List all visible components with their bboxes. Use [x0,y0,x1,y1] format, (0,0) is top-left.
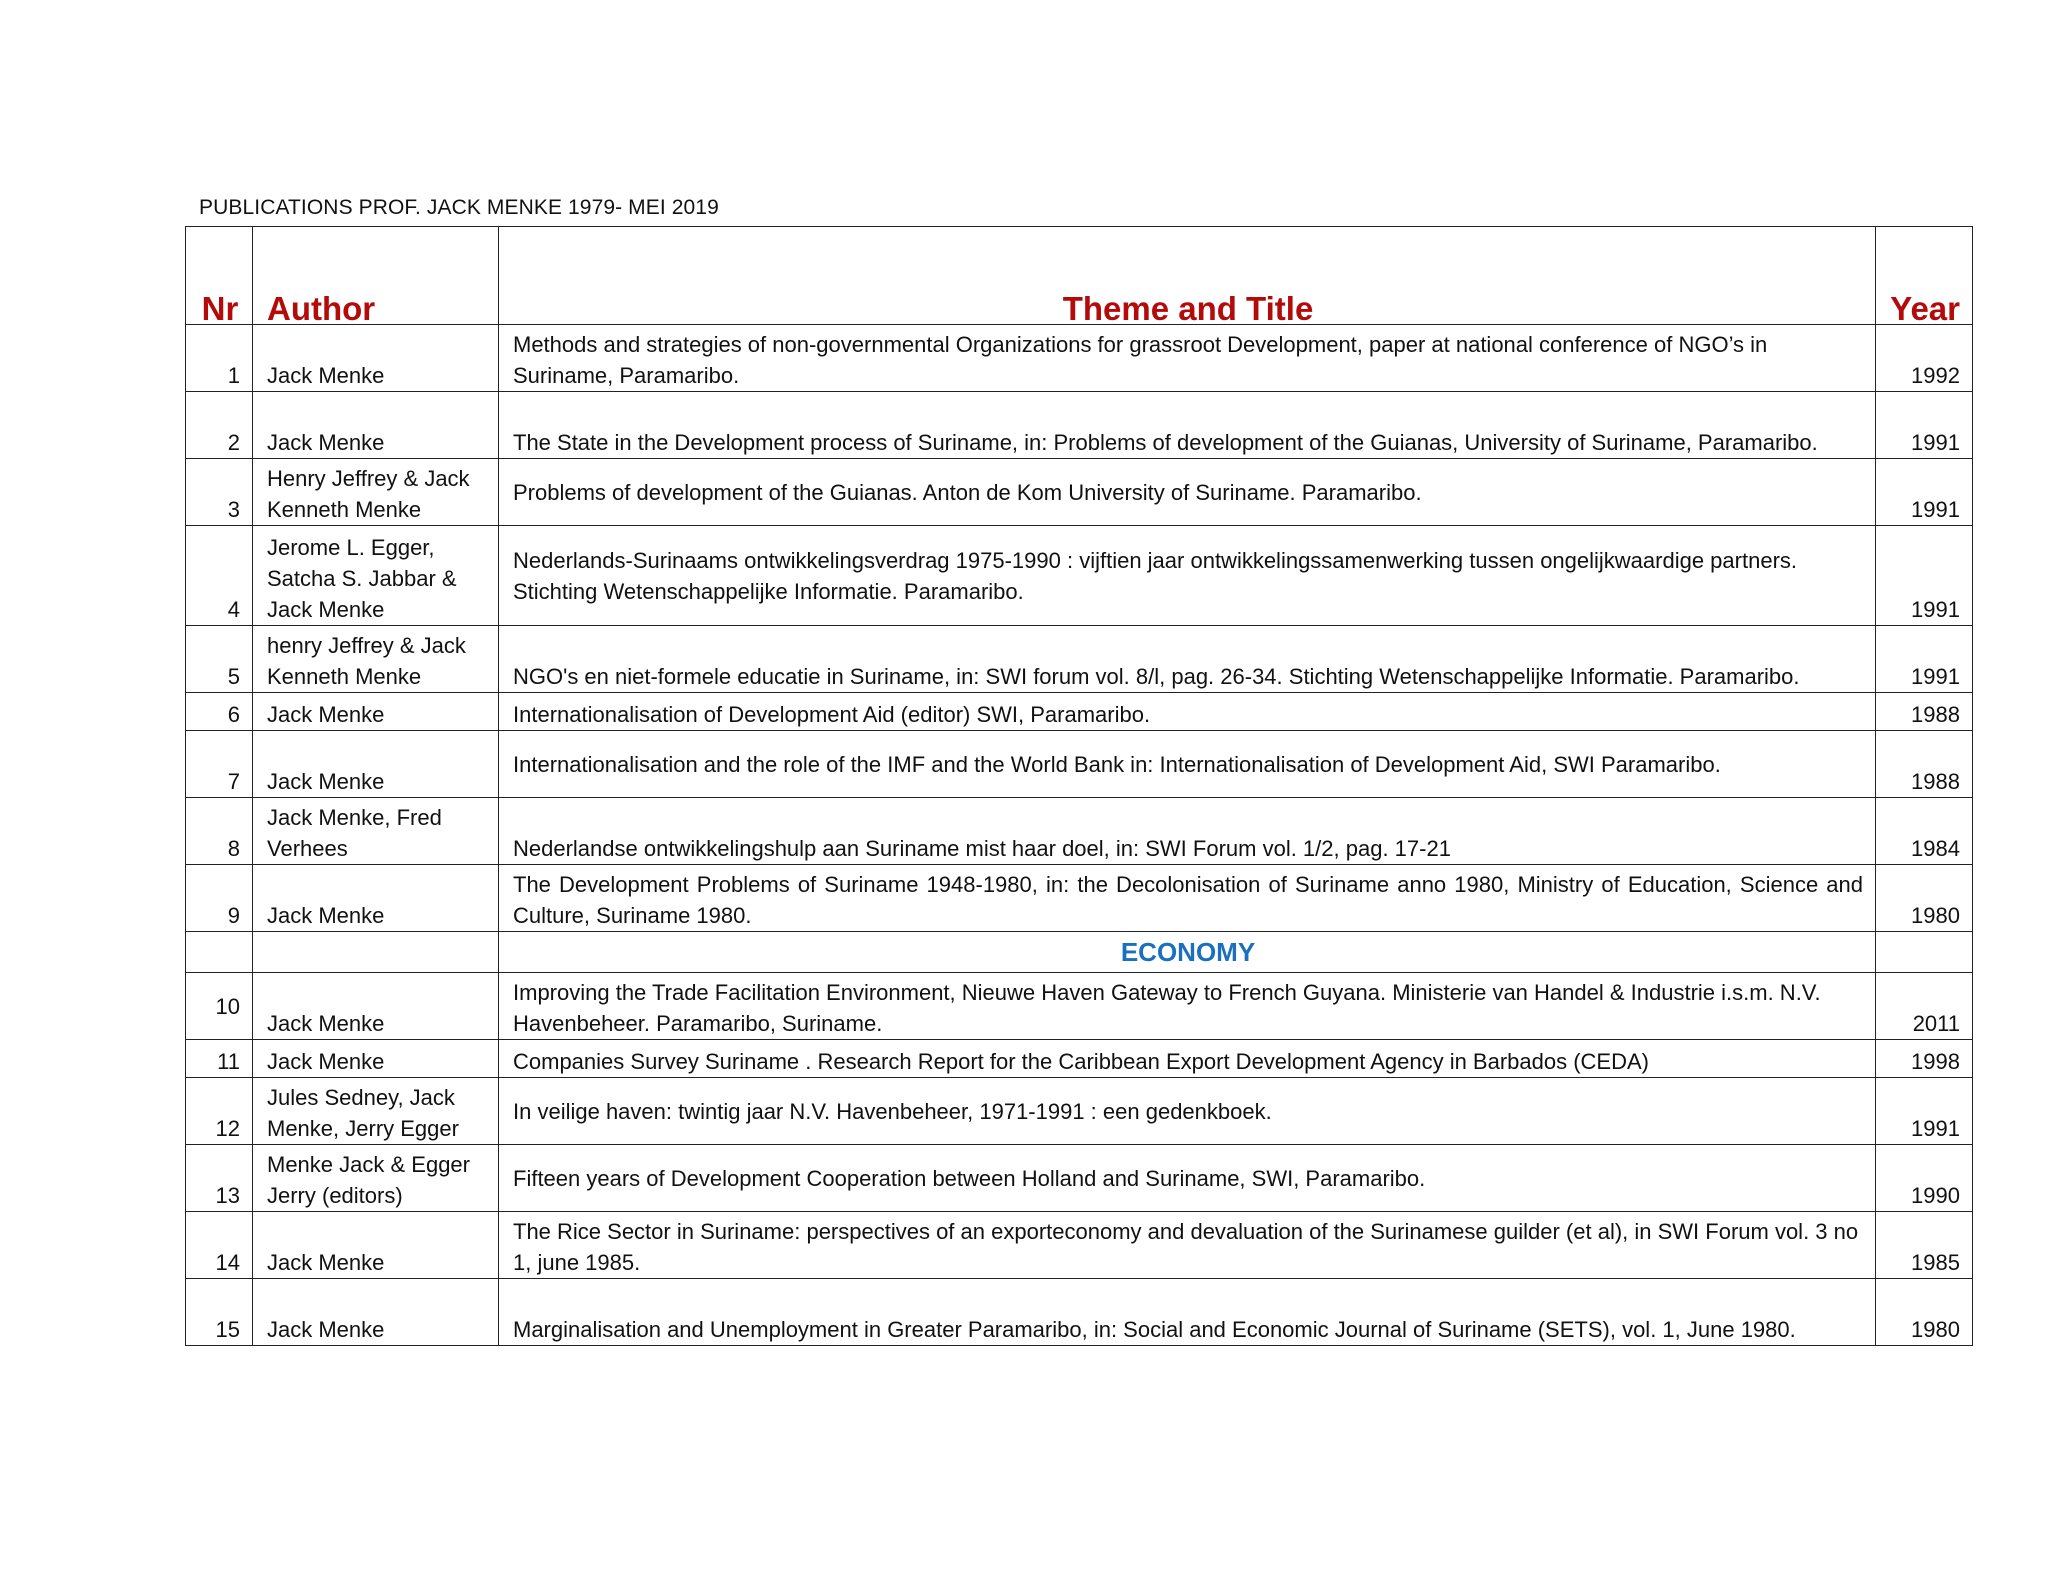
row-number: 13 [186,1145,253,1212]
row-year: 1990 [1876,1145,1973,1212]
publications-table [185,226,1973,1346]
row-author: henry Jeffrey & Jack Kenneth Menke [253,626,499,693]
row-year: 1988 [1876,731,1973,798]
row-title: Internationalisation and the role of the IMF and the World Bank in: Internationalisation of Development Aid, SWI Paramaribo. [499,731,1876,798]
row-number: 4 [186,526,253,626]
table-row [186,1279,1973,1346]
row-year: 1992 [1876,325,1973,392]
row-number: 11 [186,1040,253,1078]
row-title: The Development Problems of Suriname 1948-1980, in: the Decolonisation of Suriname anno 1980, Ministry of Education, Science and Culture, Suriname 1980. [499,865,1876,932]
row-title: Methods and strategies of non-governmental Organizations for grassroot Development, paper at national conference of NGO’s in Suriname, Paramaribo. [499,325,1876,392]
section-empty-cell [253,932,499,973]
table-row [186,865,1973,932]
document-title: PUBLICATIONS PROF. JACK MENKE 1979- MEI 2019 [199,196,719,219]
row-title: Problems of development of the Guianas. Anton de Kom University of Suriname. Paramaribo. [499,459,1876,526]
header-author: Author [253,227,499,325]
row-year: 1991 [1876,459,1973,526]
row-year: 1984 [1876,798,1973,865]
row-title: Fifteen years of Development Cooperation between Holland and Suriname, SWI, Paramaribo. [499,1145,1876,1212]
row-number: 3 [186,459,253,526]
row-year: 2011 [1876,973,1973,1040]
row-author: Henry Jeffrey & Jack Kenneth Menke [253,459,499,526]
row-title: The State in the Development process of Suriname, in: Problems of development of the Guianas, University of Suriname, Paramaribo. [499,392,1876,459]
row-author: Jack Menke [253,325,499,392]
row-year: 1991 [1876,1078,1973,1145]
row-title: NGO's en niet-formele educatie in Suriname, in: SWI forum vol. 8/l, pag. 26-34. Stichting Wetenschappelijke Informatie. Paramaribo. [499,626,1876,693]
row-title: In veilige haven: twintig jaar N.V. Havenbeheer, 1971-1991 : een gedenkboek. [499,1078,1876,1145]
row-author: Jack Menke [253,1212,499,1279]
row-number: 2 [186,392,253,459]
row-title: Nederlands-Surinaams ontwikkelingsverdrag 1975-1990 : vijftien jaar ontwikkelingssamenwerking tussen ongelijkwaardige partners. Stichting Wetenschappelijke Informatie. Paramaribo. [499,526,1876,626]
table-row [186,798,1973,865]
table-header-row [186,227,1973,325]
header-nr: Nr [186,227,253,325]
section-empty-cell [186,932,253,973]
row-author: Jules Sedney, Jack Menke, Jerry Egger [253,1078,499,1145]
row-author: Jack Menke, Fred Verhees [253,798,499,865]
row-title: Internationalisation of Development Aid (editor) SWI, Paramaribo. [499,693,1876,731]
row-year: 1991 [1876,526,1973,626]
row-author: Jack Menke [253,731,499,798]
row-year: 1985 [1876,1212,1973,1279]
row-author: Menke Jack & Egger Jerry (editors) [253,1145,499,1212]
table-row [186,325,1973,392]
row-author: Jack Menke [253,973,499,1040]
row-year: 1988 [1876,693,1973,731]
table-row [186,731,1973,798]
row-number: 15 [186,1279,253,1346]
row-number: 7 [186,731,253,798]
section-title-economy: ECONOMY [499,932,1876,973]
row-number: 1 [186,325,253,392]
table-row [186,1078,1973,1145]
table-row [186,626,1973,693]
table-row [186,459,1973,526]
row-author: Jack Menke [253,392,499,459]
row-year: 1991 [1876,626,1973,693]
row-title: The Rice Sector in Suriname: perspectives of an exporteconomy and devaluation of the Surinamese guilder (et al), in SWI Forum vol. 3 no 1, june 1985. [499,1212,1876,1279]
row-number: 9 [186,865,253,932]
row-title: Marginalisation and Unemployment in Greater Paramaribo, in: Social and Economic Journal of Suriname (SETS), vol. 1, June 1980. [499,1279,1876,1346]
section-empty-cell [1876,932,1973,973]
row-number: 14 [186,1212,253,1279]
row-number: 8 [186,798,253,865]
row-number: 6 [186,693,253,731]
row-number: 5 [186,626,253,693]
row-author: Jerome L. Egger, Satcha S. Jabbar & Jack Menke [253,526,499,626]
row-number: 10 [186,973,253,1040]
table-row [186,526,1973,626]
row-title: Nederlandse ontwikkelingshulp aan Suriname mist haar doel, in: SWI Forum vol. 1/2, pag. 17-21 [499,798,1876,865]
table-row [186,1145,1973,1212]
row-year: 1980 [1876,865,1973,932]
row-number: 12 [186,1078,253,1145]
table-row [186,1212,1973,1279]
row-title: Improving the Trade Facilitation Environment, Nieuwe Haven Gateway to French Guyana. Ministerie van Handel & Industrie i.s.m. N.V. Havenbeheer. Paramaribo, Suriname. [499,973,1876,1040]
row-author: Jack Menke [253,865,499,932]
row-author: Jack Menke [253,693,499,731]
row-author: Jack Menke [253,1040,499,1078]
table-row [186,693,1973,731]
table-row [186,973,1973,1040]
row-author: Jack Menke [253,1279,499,1346]
row-year: 1998 [1876,1040,1973,1078]
header-year: Year [1876,227,1973,325]
header-theme-title: Theme and Title [499,227,1876,325]
section-row [186,932,1973,973]
table-row [186,1040,1973,1078]
row-year: 1980 [1876,1279,1973,1346]
row-title: Companies Survey Suriname . Research Report for the Caribbean Export Development Agency in Barbados (CEDA) [499,1040,1876,1078]
row-year: 1991 [1876,392,1973,459]
table-row [186,392,1973,459]
